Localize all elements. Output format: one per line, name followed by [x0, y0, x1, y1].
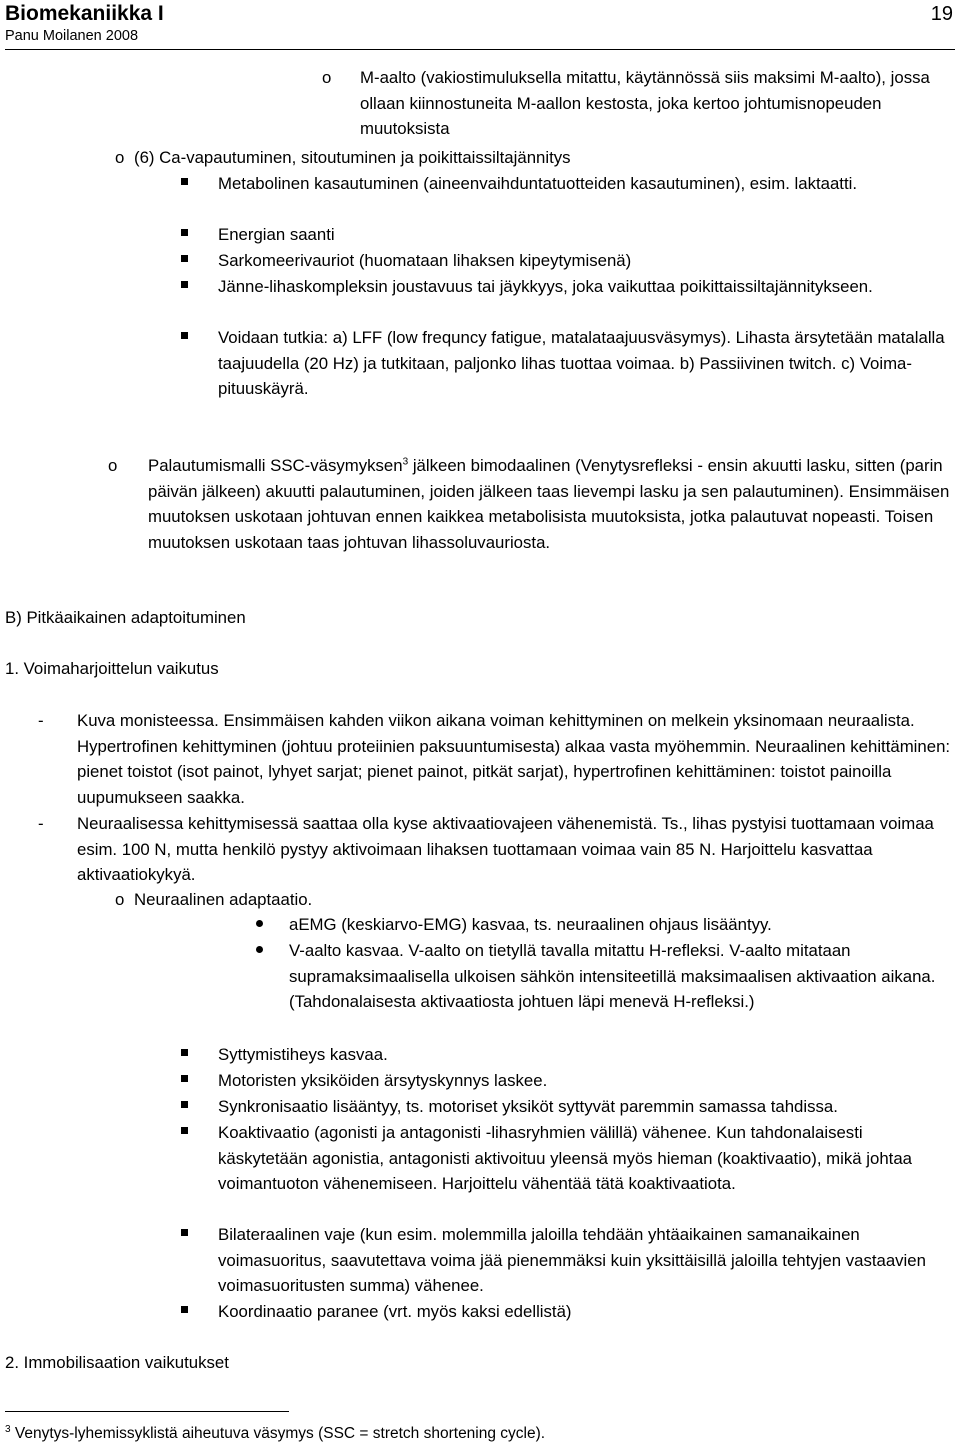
round-bullet-icon: [256, 920, 263, 927]
list-item-tendon: Jänne-lihaskompleksin joustavuus tai jäykkyys, joka vaikuttaa poikittaissiltajännitykseen.: [218, 277, 873, 296]
dash-bullet: -: [38, 814, 44, 833]
list-item-coordination: Koordinaatio paranee (vrt. myös kaksi edellistä): [218, 1302, 572, 1321]
square-bullet-icon: [181, 332, 188, 339]
list-item-sarcomere: Sarkomeerivauriot (huomataan lihaksen kipeytymisenä): [218, 251, 632, 270]
footnote-number: 3: [5, 1423, 11, 1435]
page-number: 19: [930, 3, 953, 25]
section-heading-b: B) Pitkäaikainen adaptoituminen: [5, 608, 246, 627]
circle-bullet: o: [115, 148, 125, 167]
list-item-ca-release: (6) Ca-vapautuminen, sitoutuminen ja poikittaissiltajännitys: [134, 148, 571, 167]
list-item-coactivation: Koaktivaatio (agonisti ja antagonisti -lihasryhmien välillä) vähenee. Kun tahdonalaisesti käskytetään agonistia, antagonisti aktivoituu yleensä myös hieman (koaktivaatio), mikä johtaa voimantuoton vähenemiseen. Harjoittelu vähentää tätä koaktivaatiota.: [218, 1123, 912, 1194]
list-item-bilateral-deficit: Bilateraalinen vaje (kun esim. molemmilla jaloilla tehdään yhtäaikainen samanaikainen voimasuoritus, saavutettava voima jää pienemmäksi kuin yksittäisillä jaloilla tehtyjen vastaavien voimasuoritusten summa) vähenee.: [218, 1225, 926, 1296]
square-bullet-icon: [181, 1127, 188, 1134]
square-bullet-icon: [181, 178, 188, 185]
list-item-activation-deficit: Neuraalisessa kehittymisessä saattaa olla kyse aktivaatiovajeen vähenemistä. Ts., lihas pystyisi tuottamaan voimaa esim. 100 N, mutta henkilö pystyy aktivoimaan lihaksen tuottamaan voimaa vain 85 N. Harjoittelu kasvattaa aktivaatiokykyä.: [77, 814, 934, 885]
circle-bullet: o: [115, 890, 125, 909]
list-item-energy: Energian saanti: [218, 225, 335, 244]
square-bullet-icon: [181, 1306, 188, 1313]
list-item-threshold: Motoristen yksiköiden ärsytyskynnys laskee.: [218, 1071, 548, 1090]
square-bullet-icon: [181, 255, 188, 262]
footnote-text: Venytys-lyhemissyklistä aiheutuva väsymys (SSC = stretch shortening cycle).: [10, 1425, 546, 1442]
document-title: Biomekaniikka I: [5, 2, 164, 25]
footnote-separator: [5, 1411, 289, 1412]
list-item-neural-adaptation: Neuraalinen adaptaatio.: [134, 890, 313, 909]
list-item-synchronization: Synkronisaatio lisääntyy, ts. motoriset yksiköt syttyvät paremmin samassa tahdissa.: [218, 1097, 838, 1116]
square-bullet-icon: [181, 1075, 188, 1082]
square-bullet-icon: [181, 1101, 188, 1108]
circle-bullet: o: [108, 456, 118, 475]
dash-bullet: -: [38, 711, 44, 730]
list-item-v-wave: V-aalto kasvaa. V-aalto on tietyllä tavalla mitattu H-refleksi. V-aalto mitataan supramaksimaalisella ulkoisen sähkön intensiteetillä maksimaalisen aktivaation aikana. (Tahdonalaisesta aktivaatiosta johtuen läpi menevä H-refleksi.): [289, 941, 936, 1012]
list-item-aemg: aEMG (keskiarvo-EMG) kasvaa, ts. neuraalinen ohjaus lisääntyy.: [289, 915, 772, 934]
list-item-recovery-model: [148, 453, 954, 555]
footnote: [5, 1424, 545, 1444]
round-bullet-icon: [256, 946, 263, 953]
square-bullet-icon: [181, 281, 188, 288]
recovery-text-start: Palautumismalli SSC-väsymyksen: [148, 456, 403, 475]
page-header: [5, 2, 955, 50]
square-bullet-icon: [181, 1229, 188, 1236]
list-item-strength-figure: Kuva monisteessa. Ensimmäisen kahden viikon aikana voiman kehittyminen on melkein yksinomaan neuraalista. Hypertrofinen kehittyminen (johtuu proteiinien paksuuntumisesta) alkaa vasta myöhemmin. Neuraalinen kehittäminen: pienet toistot (isot painot, lyhyet sarjat; pienet painot, pitkät sarjat), hypertrofinen kehittäminen: toistot painoilla uupumukseen saakka.: [77, 711, 951, 807]
section-heading-1: 1. Voimaharjoittelun vaikutus: [5, 659, 219, 678]
list-item-m-wave: M-aalto (vakiostimuluksella mitattu, käytännössä siis maksimi M-aalto), jossa ollaan kiinnostuneita M-aallon kestosta, joka kertoo johtumisnopeuden muutoksista: [360, 68, 930, 139]
section-heading-2: 2. Immobilisaation vaikutukset: [5, 1353, 229, 1372]
list-item-lff: Voidaan tutkia: a) LFF (low frequncy fatigue, matalataajuusväsymys). Lihasta ärsytetään matalalla taajuudella (20 Hz) ja tutkitaan, paljonko lihas tuottaa voimaa. b) Passiivinen twitch. c) Voima-pituuskäyrä.: [218, 328, 945, 399]
square-bullet-icon: [181, 229, 188, 236]
circle-bullet: o: [322, 68, 332, 87]
list-item-metabolic: Metabolinen kasautuminen (aineenvaihduntatuotteiden kasautuminen), esim. laktaatti.: [218, 174, 858, 193]
footnote-reference: 3: [402, 456, 409, 468]
recovery-text-end: jälkeen bimodaalinen (Venytysrefleksi - ensin akuutti lasku, sitten (parin päivän jälkeen) akuutti palautuminen, joiden jälkeen taas lievempi lasku ja sen palautuminen). Ensimmäisen muutoksen uskotaan johtuvan ennen kaikkea metabolisista muutoksista, jotka palautuvat nopeasti. Toisen muutoksen uskotaan taas johtuvan lihassoluvauriosta.: [148, 456, 950, 552]
document-author: Panu Moilanen 2008: [5, 28, 139, 44]
square-bullet-icon: [181, 1049, 188, 1056]
header-rule: [5, 49, 955, 50]
list-item-firing-rate: Syttymistiheys kasvaa.: [218, 1045, 388, 1064]
